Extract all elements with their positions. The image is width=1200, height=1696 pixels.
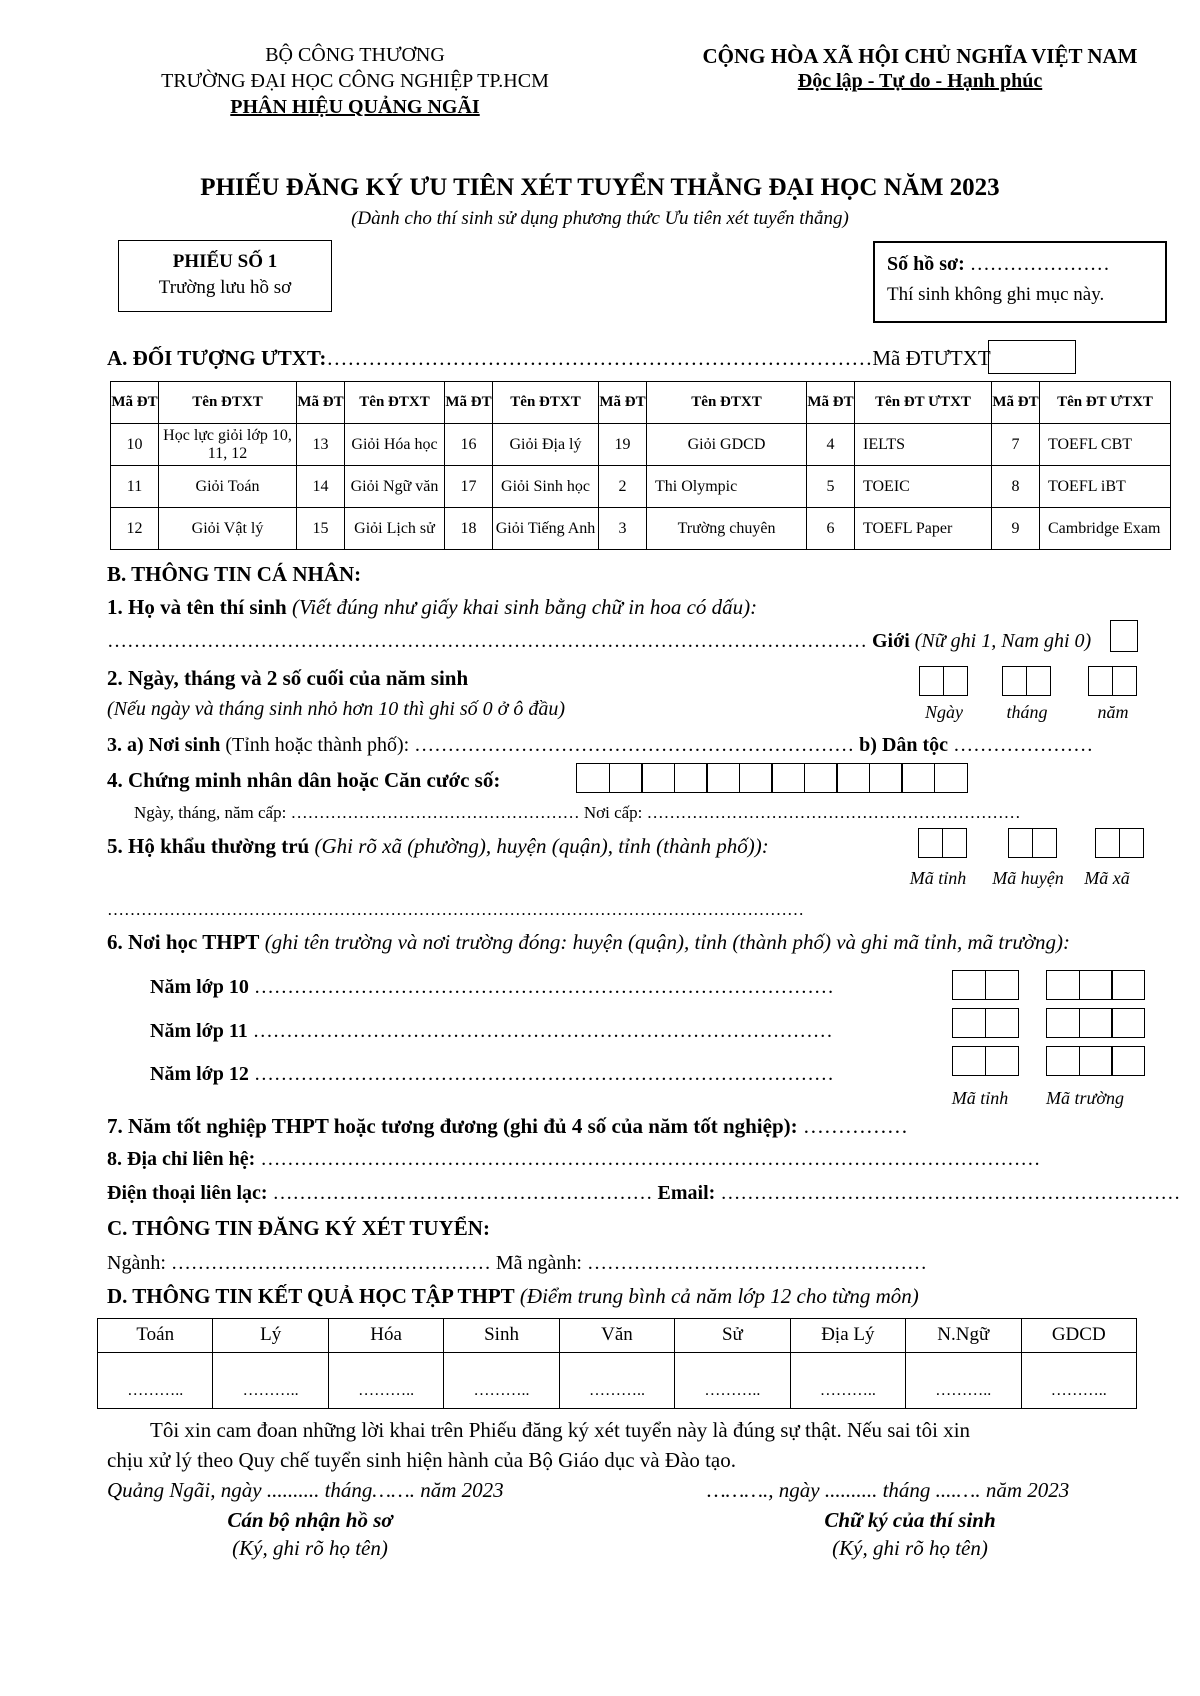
utxt-header-cell: Mã ĐT <box>297 382 345 424</box>
nation-motto: Độc lập - Tự do - Hạnh phúc <box>797 70 1043 92</box>
subject-header: Lý <box>213 1319 328 1353</box>
utxt-header-cell: Tên ĐTXT <box>647 382 807 424</box>
declaration-line1: Tôi xin cam đoan những lời khai trên Phiếu đăng ký xét tuyển này là đúng sự thật. Nếu sai tôi xin <box>150 1418 971 1442</box>
subject-header: Văn <box>559 1319 674 1353</box>
district-code-caption: Mã huyện <box>992 868 1064 888</box>
score-cell[interactable]: ……….. <box>213 1353 328 1409</box>
q4-label: 4. Chứng minh nhân dân hoặc Căn cước số: <box>107 768 501 792</box>
utxt-cell: Học lực giỏi lớp 10, 11, 12 <box>159 424 297 466</box>
utxt-header-cell: Tên ĐTXT <box>345 382 445 424</box>
utxt-cell: Giỏi Hóa học <box>345 424 445 466</box>
utxt-cell: Giỏi GDCD <box>647 424 807 466</box>
province-code-boxes[interactable] <box>918 828 967 858</box>
school-province-boxes-11[interactable] <box>952 1008 1019 1038</box>
contact-line[interactable]: Điện thoại liên lạc: ………………………………………………… Email: …………………………………………………………… <box>107 1182 1181 1204</box>
utxt-cell: 15 <box>297 508 345 550</box>
branch-name: PHÂN HIỆU QUẢNG NGÃI <box>230 96 480 118</box>
school-province-boxes-10[interactable] <box>952 970 1019 1000</box>
phieu-so-label: PHIẾU SỐ 1 <box>172 251 278 272</box>
subject-header: Sử <box>675 1319 790 1353</box>
ho-so-note: Thí sinh không ghi mục này. <box>887 284 1105 305</box>
utxt-cell: 5 <box>807 466 855 508</box>
left-date-line[interactable]: Quảng Ngãi, ngày .......... tháng……. năm 2023 <box>107 1478 504 1502</box>
utxt-cell: Giỏi Vật lý <box>159 508 297 550</box>
id-number-boxes[interactable] <box>576 763 968 793</box>
school-code-boxes-10[interactable] <box>1046 970 1145 1000</box>
ward-code-boxes[interactable] <box>1095 828 1144 858</box>
utxt-cell: 3 <box>599 508 647 550</box>
q2-hint: (Nếu ngày và tháng sinh nhỏ hơn 10 thì ghi số 0 ở ô đầu) <box>107 698 565 720</box>
utxt-cell: TOEIC <box>855 466 992 508</box>
district-code-boxes[interactable] <box>1008 828 1057 858</box>
university-name: TRƯỜNG ĐẠI HỌC CÔNG NGHIỆP TP.HCM <box>161 70 549 92</box>
score-cell[interactable]: ……….. <box>906 1353 1021 1409</box>
school-province-caption: Mã tỉnh <box>951 1088 1009 1108</box>
right-signer-title: Chữ ký của thí sinh <box>824 1508 996 1532</box>
utxt-cell: TOEFL CBT <box>1040 424 1171 466</box>
subject-header: GDCD <box>1021 1319 1137 1353</box>
utxt-header-cell: Mã ĐT <box>599 382 647 424</box>
nation-title: CỘNG HÒA XÃ HỘI CHỦ NGHĨA VIỆT NAM <box>702 44 1138 68</box>
utxt-table <box>110 381 1171 550</box>
major-line[interactable]: Ngành: ………………………………………… Mã ngành: …………………………………………… <box>107 1252 927 1274</box>
section-d-line: D. THÔNG TIN KẾT QUẢ HỌC TẬP THPT (Điểm trung bình cả năm lớp 12 cho từng môn) <box>107 1284 919 1308</box>
utxt-header-cell: Tên ĐT ƯTXT <box>1040 382 1171 424</box>
ho-so-box <box>873 241 1167 323</box>
utxt-header-cell: Mã ĐT <box>807 382 855 424</box>
section-b-label: B. THÔNG TIN CÁ NHÂN: <box>107 562 362 586</box>
utxt-cell: 17 <box>445 466 493 508</box>
utxt-cell: Trường chuyên <box>647 508 807 550</box>
subject-header: Địa Lý <box>790 1319 905 1353</box>
q3-line[interactable]: 3. a) Nơi sinh (Tỉnh hoặc thành phố): ………………………………………………………… b) Dân tộc ………………… <box>107 734 1094 756</box>
utxt-cell: 2 <box>599 466 647 508</box>
score-cell[interactable]: ……….. <box>98 1353 213 1409</box>
utxt-cell: Giỏi Toán <box>159 466 297 508</box>
utxt-cell: 18 <box>445 508 493 550</box>
utxt-header-cell: Mã ĐT <box>992 382 1040 424</box>
utxt-cell: 12 <box>111 508 159 550</box>
section-a-line: A. ĐỐI TƯỢNG ƯTXT:……………………………………………………………………Mã ĐTƯTXT <box>107 346 991 370</box>
utxt-cell: 7 <box>992 424 1040 466</box>
score-cell[interactable]: ……….. <box>1021 1353 1137 1409</box>
utxt-cell: 6 <box>807 508 855 550</box>
score-cell[interactable]: ……….. <box>444 1353 559 1409</box>
subject-header: N.Ngữ <box>906 1319 1021 1353</box>
page-subtitle: (Dành cho thí sinh sử dụng phương thức Ưu tiên xét tuyển thẳng) <box>351 208 849 229</box>
utxt-header-cell: Tên ĐTXT <box>159 382 297 424</box>
right-signer-note: (Ký, ghi rõ họ tên) <box>832 1536 988 1560</box>
utxt-header-row <box>111 382 1171 424</box>
school-code-caption: Mã trường <box>1046 1088 1124 1108</box>
utxt-cell: 8 <box>992 466 1040 508</box>
ministry-name: BỘ CÔNG THƯƠNG <box>265 44 445 66</box>
utxt-cell: 4 <box>807 424 855 466</box>
scores-row <box>98 1353 1137 1409</box>
q4-issue-line[interactable]: Ngày, tháng, năm cấp: …………………………………………… Nơi cấp: ………………………………………………………… <box>134 803 1021 822</box>
score-cell[interactable]: ……….. <box>675 1353 790 1409</box>
month-caption: tháng <box>1006 702 1048 722</box>
utxt-header-cell: Tên ĐT ƯTXT <box>855 382 992 424</box>
score-cell[interactable]: ……….. <box>328 1353 443 1409</box>
table-row <box>111 508 1171 550</box>
utxt-cell: Giỏi Sinh học <box>493 466 599 508</box>
utxt-cell: TOEFL iBT <box>1040 466 1171 508</box>
utxt-cell: 16 <box>445 424 493 466</box>
day-caption: Ngày <box>925 702 963 722</box>
utxt-cell: Cambridge Exam <box>1040 508 1171 550</box>
ma-dtutxt-box[interactable] <box>988 340 1076 374</box>
q1-answer-line[interactable]: …………………………………………………………………………………………………… Giới (Nữ ghi 1, Nam ghi 0) <box>107 630 1092 652</box>
q6-grade11-line[interactable]: Năm lớp 11 …………………………………………………………………………… <box>150 1020 833 1042</box>
utxt-header-cell: Mã ĐT <box>445 382 493 424</box>
table-row <box>111 424 1171 466</box>
subject-header: Sinh <box>444 1319 559 1353</box>
month-boxes[interactable] <box>1002 666 1051 696</box>
subject-header: Hóa <box>328 1319 443 1353</box>
q7-line[interactable]: 7. Năm tốt nghiệp THPT hoặc tương đương (ghi đủ 4 số của năm tốt nghiệp): …………… <box>107 1114 908 1138</box>
utxt-cell: IELTS <box>855 424 992 466</box>
utxt-cell: 13 <box>297 424 345 466</box>
utxt-cell: Giỏi Ngữ văn <box>345 466 445 508</box>
year-boxes[interactable] <box>1088 666 1137 696</box>
utxt-cell: 11 <box>111 466 159 508</box>
ward-code-caption: Mã xã <box>1084 868 1130 888</box>
page-title: PHIẾU ĐĂNG KÝ ƯU TIÊN XÉT TUYỂN THẲNG ĐẠI HỌC NĂM 2023 <box>200 174 1000 201</box>
gender-box[interactable] <box>1110 620 1138 652</box>
utxt-cell: TOEFL Paper <box>855 508 992 550</box>
day-boxes[interactable] <box>919 666 968 696</box>
school-code-boxes-11[interactable] <box>1046 1008 1145 1038</box>
q6-grade10-line[interactable]: Năm lớp 10 …………………………………………………………………………… <box>150 976 834 998</box>
q8-line[interactable]: 8. Địa chỉ liên hệ: ……………………………………………………………………………………………………… <box>107 1148 1041 1170</box>
school-code-boxes-12[interactable] <box>1046 1046 1145 1076</box>
year-caption: năm <box>1097 702 1129 722</box>
q6-grade12-line[interactable]: Năm lớp 12 …………………………………………………………………………… <box>150 1063 834 1085</box>
q1-line: 1. Họ và tên thí sinh (Viết đúng như giấy khai sinh bằng chữ in hoa có dấu): <box>107 595 758 619</box>
section-c-label: C. THÔNG TIN ĐĂNG KÝ XÉT TUYỂN: <box>107 1216 490 1240</box>
utxt-cell: 14 <box>297 466 345 508</box>
q6-line: 6. Nơi học THPT (ghi tên trường và nơi trường đóng: huyện (quận), tỉnh (thành phố) và ghi mã tỉnh, mã trường): <box>107 930 1071 954</box>
left-signer-title: Cán bộ nhận hồ sơ <box>227 1508 393 1532</box>
school-province-boxes-12[interactable] <box>952 1046 1019 1076</box>
subject-header: Toán <box>98 1319 213 1353</box>
score-cell[interactable]: ……….. <box>790 1353 905 1409</box>
left-signer-note: (Ký, ghi rõ họ tên) <box>232 1536 388 1560</box>
utxt-cell: 10 <box>111 424 159 466</box>
utxt-cell: Giỏi Địa lý <box>493 424 599 466</box>
table-row <box>111 466 1171 508</box>
utxt-cell: Thi Olympic <box>647 466 807 508</box>
phieu-so-note: Trường lưu hồ sơ <box>158 277 292 298</box>
utxt-cell: Giỏi Lịch sử <box>345 508 445 550</box>
declaration-line2: chịu xử lý theo Quy chế tuyển sinh hiện hành của Bộ Giáo dục và Đào tạo. <box>107 1448 736 1472</box>
q5-line: 5. Hộ khẩu thường trú (Ghi rõ xã (phường), huyện (quận), tỉnh (thành phố)): <box>107 834 769 858</box>
q2-label: 2. Ngày, tháng và 2 số cuối của năm sinh <box>107 666 469 690</box>
ho-so-line: Số hồ sơ: ………………… <box>887 253 1110 275</box>
utxt-header-cell: Mã ĐT <box>111 382 159 424</box>
utxt-cell: 19 <box>599 424 647 466</box>
right-date-line[interactable]: ………., ngày .......... tháng ....…. năm 2023 <box>707 1478 1070 1502</box>
q5-answer-line[interactable]: …………………………………………………………………………………………………………… <box>107 900 804 919</box>
scores-table <box>97 1318 1137 1409</box>
phieu-so-box <box>118 240 332 312</box>
scores-header-row <box>98 1319 1137 1353</box>
utxt-header-cell: Tên ĐTXT <box>493 382 599 424</box>
province-code-caption: Mã tỉnh <box>909 868 967 888</box>
utxt-cell: Giỏi Tiếng Anh <box>493 508 599 550</box>
utxt-cell: 9 <box>992 508 1040 550</box>
score-cell[interactable]: ……….. <box>559 1353 674 1409</box>
